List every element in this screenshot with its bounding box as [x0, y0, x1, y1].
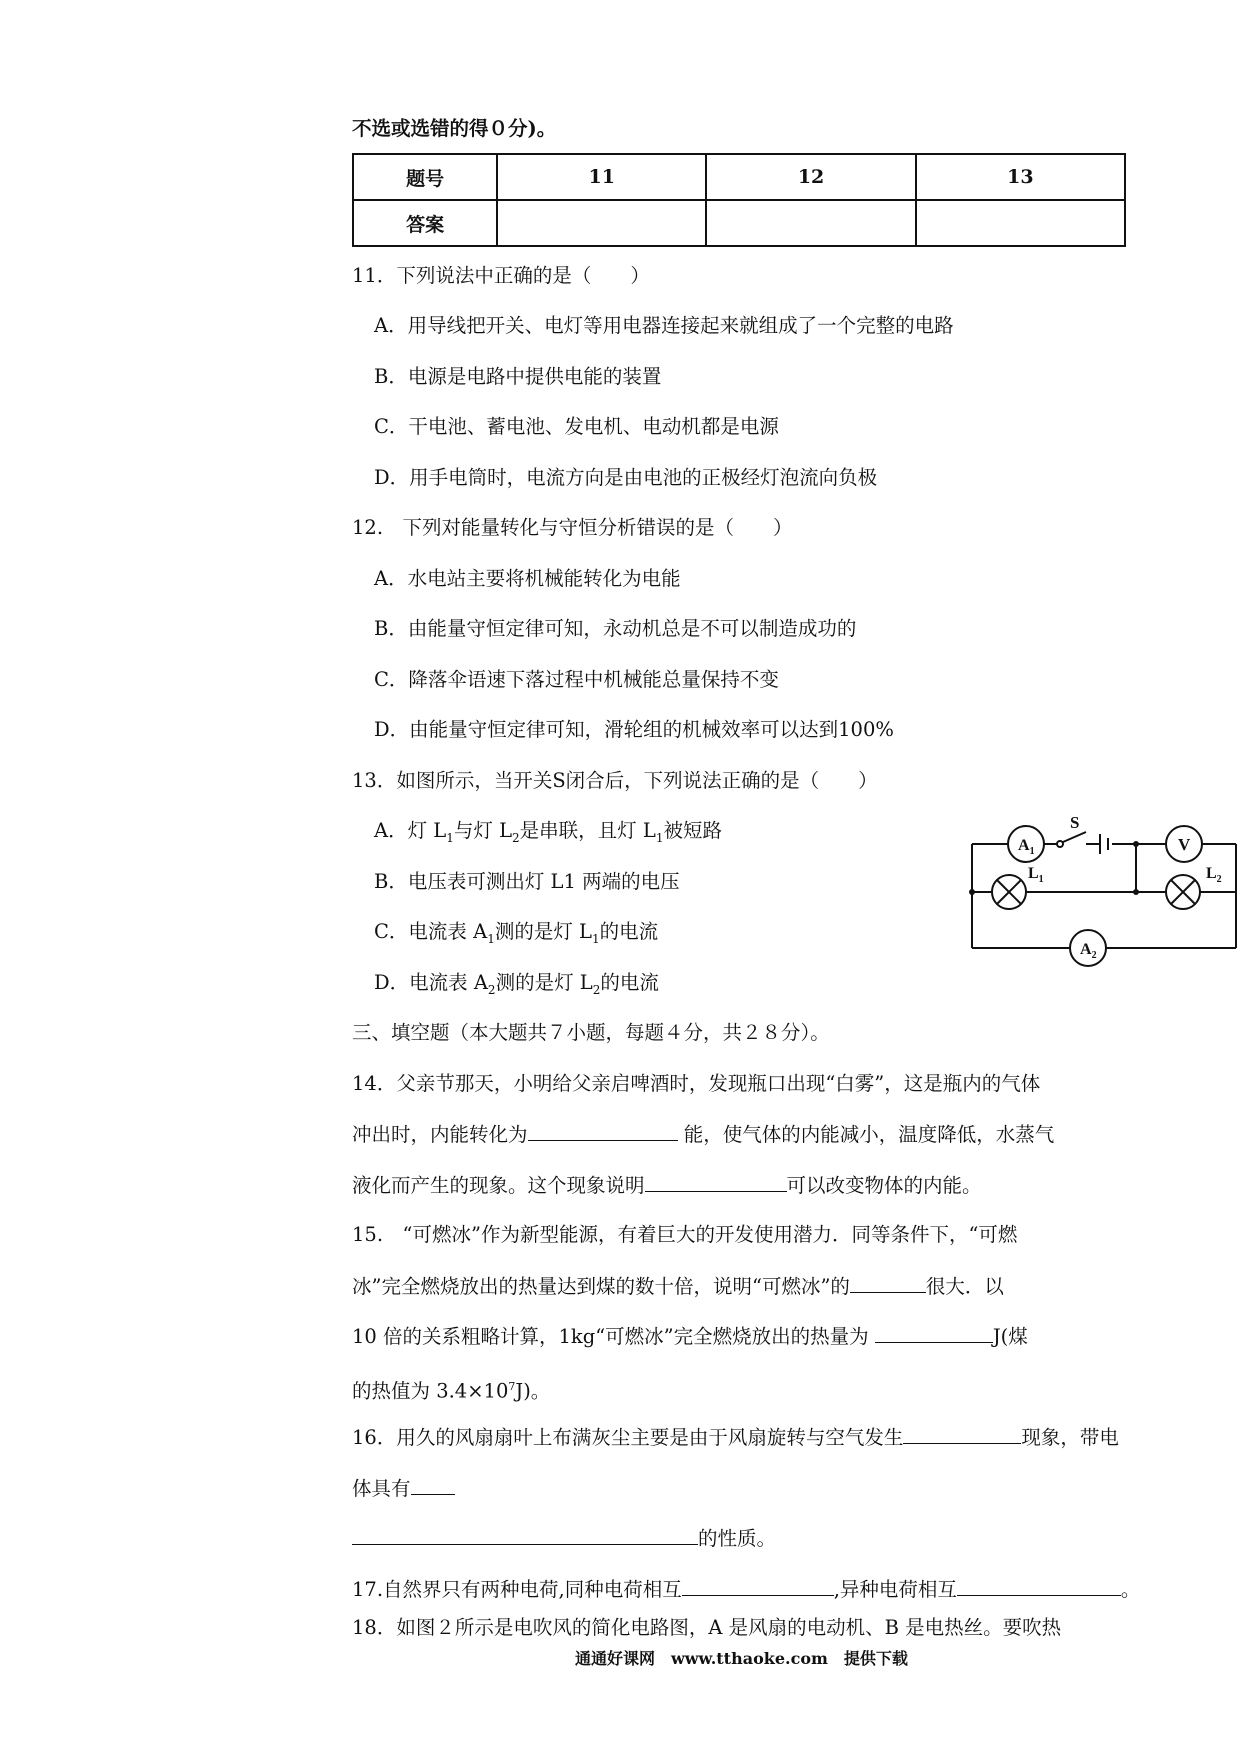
q15-line-2: 冰”完全燃烧放出的热量达到煤的数十倍，说明“可燃冰”的 很大．以 — [352, 1275, 1004, 1298]
q16-line-3: 的性质。 — [352, 1526, 776, 1551]
answer-cell-11[interactable] — [497, 200, 706, 246]
q13-option-a: A．灯 $L_1$与灯 $L_2$是串联，且灯 $L_1$被短路 — [374, 819, 722, 845]
lamp-l1-label: $L_1$ — [1028, 865, 1044, 885]
row-label-answer: 答案 — [353, 200, 497, 246]
q13-option-b: B．电压表可测出灯 L1 两端的电压 — [374, 870, 680, 893]
q11-option-b: B．电源是电路中提供电能的装置 — [374, 365, 662, 388]
q16-blank-2[interactable] — [411, 1476, 455, 1495]
q17-line: 17.自然界只有两种电荷,同种电荷相互 ,异种电荷相互 。 — [352, 1578, 1141, 1601]
table-row — [353, 154, 1125, 200]
question-number-13: 13 — [916, 154, 1125, 200]
q14-line-3: 液化而产生的现象。这个现象说明 可以改变物体的内能。 — [352, 1174, 982, 1197]
q16-line-2: 体具有 — [352, 1476, 455, 1501]
q16-blank-1[interactable] — [903, 1425, 1021, 1444]
q11-option-c: C．干电池、蓄电池、发电机、电动机都是电源 — [374, 415, 779, 438]
voltmeter-label: V — [1178, 835, 1191, 854]
q15-line-1: 15. “可燃冰”作为新型能源，有着巨大的开发使用潜力．同等条件下，“可燃 — [352, 1223, 1018, 1246]
answer-cell-12[interactable] — [706, 200, 915, 246]
ammeter-a1-label: $A_1$ — [1018, 837, 1035, 857]
q11-option-d: D．用手电筒时，电流方向是由电池的正极经灯泡流向负极 — [374, 466, 878, 489]
switch-label: S — [1070, 813, 1080, 832]
q15-line-4: 的热值为 $3.4\times 10^7J$)。 — [352, 1379, 551, 1403]
q11-stem: 11．下列说法中正确的是（ ） — [352, 264, 650, 287]
section-heading: 三、填空题（本大题共７小题，每题４分，共２８分）。 — [352, 1021, 830, 1044]
q12-option-d: D．由能量守恒定律可知，滑轮组的机械效率可以达到100% — [374, 718, 894, 741]
q11-option-a: A．用导线把开关、电灯等用电器连接起来就组成了一个完整的电路 — [374, 314, 954, 337]
q12-option-a: A．水电站主要将机械能转化为电能 — [374, 567, 681, 590]
q13-option-c: C．电流表 $A_1$测的是灯 $L_1$的电流 — [374, 920, 659, 946]
footer-credit: 通通好课网 www.tthaoke.com 提供下载 — [575, 1649, 908, 1668]
ammeter-a2-label: $A_2$ — [1080, 941, 1097, 961]
q17-blank-1[interactable] — [682, 1577, 834, 1596]
q12-option-b: B．由能量守恒定律可知，永动机总是不可以制造成功的 — [374, 617, 857, 640]
question-number-11: 11 — [497, 154, 706, 200]
instruction-tail: 不选或选错的得０分)。 — [352, 117, 557, 140]
lamp-l2-label: $L_2$ — [1206, 865, 1222, 885]
q14-blank-1[interactable] — [528, 1122, 678, 1141]
q13-stem: 13．如图所示，当开关S闭合后，下列说法正确的是（ ） — [352, 769, 878, 792]
q16-line-1: 16．用久的风扇扇叶上布满灰尘主要是由于风扇旋转与空气发生 现象，带电 — [352, 1426, 1119, 1449]
q15-blank-2[interactable] — [875, 1324, 993, 1343]
q15-line-3: 10 倍的关系粗略计算，1kg“可燃冰”完全燃烧放出的热量为 J(煤 — [352, 1325, 1028, 1348]
q18-line-1: 18．如图２所示是电吹风的简化电路图，A 是风扇的电动机、B 是电热丝。要吹热 — [352, 1616, 1062, 1639]
answer-cell-13[interactable] — [916, 200, 1125, 246]
q17-blank-2[interactable] — [957, 1577, 1121, 1596]
row-label-number: 题号 — [353, 154, 497, 200]
q12-option-c: C．降落伞语速下落过程中机械能总量保持不变 — [374, 668, 779, 691]
q14-blank-2[interactable] — [645, 1173, 787, 1192]
q12-stem: 12. 下列对能量转化与守恒分析错误的是（ ） — [352, 516, 793, 539]
circuit-diagram — [968, 806, 1240, 976]
table-row — [353, 200, 1125, 246]
answer-table — [352, 153, 1126, 247]
q16-blank-2-cont[interactable] — [352, 1526, 698, 1545]
q14-line-2: 冲出时，内能转化为 能，使气体的内能减小，温度降低，水蒸气 — [352, 1123, 1055, 1146]
q14-line-1: 14．父亲节那天，小明给父亲启啤酒时，发现瓶口出现“白雾”，这是瓶内的气体 — [352, 1072, 1041, 1095]
question-number-12: 12 — [706, 154, 915, 200]
q15-blank-1[interactable] — [850, 1274, 926, 1293]
q13-option-d: D．电流表 $A_2$测的是灯 $L_2$的电流 — [374, 971, 659, 997]
